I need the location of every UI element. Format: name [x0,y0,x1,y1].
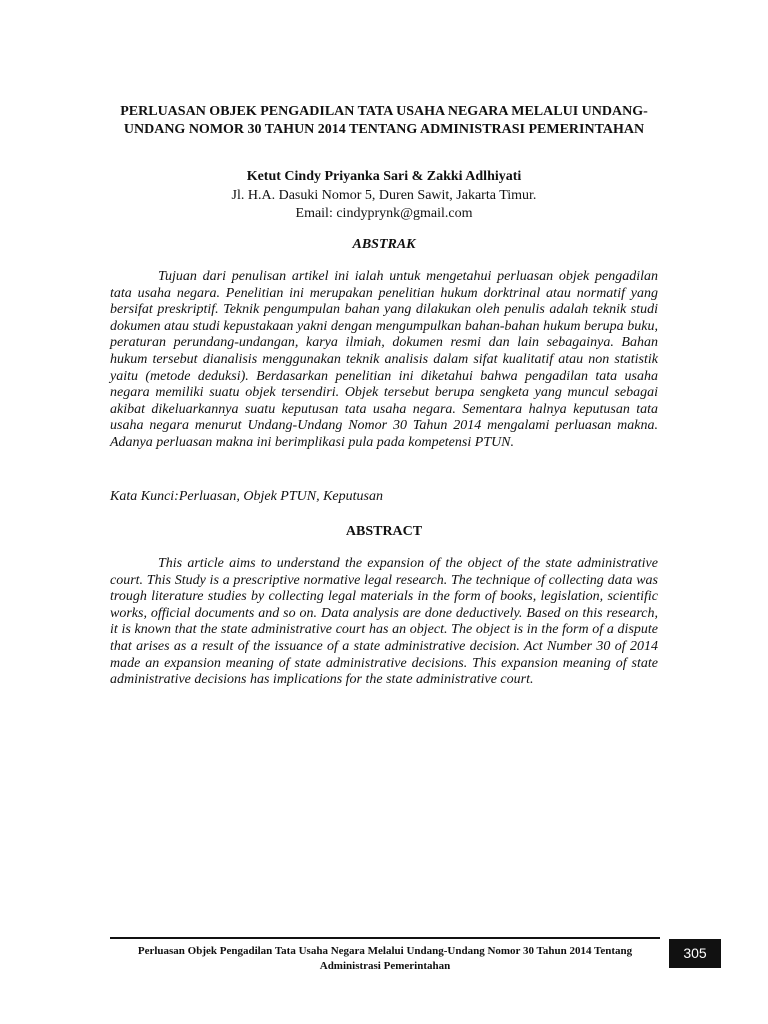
abstract-body: This article aims to understand the expansion of the object of the state administrative court. This Study is a prescriptive normative legal research. The technique of collecting data was trough literature studies by collecting legal materials in the form of books, legislation, scientific works, official documents and so on. Data analysis are done deductively. Based on this research, it is known that the state administrative court has an object. The object is in the form of a dispute that arises as a result of the issuance of a state administrative decision. Act Number 30 of 2014 made an expansion meaning of state administrative decisions. This expansion meaning of state administrative decisions has implications for the state administrative court. [110,556,658,688]
footer-divider [110,937,660,939]
abstrak-body: Tujuan dari penulisan artikel ini ialah untuk mengetahui perluasan objek pengadilan tata usaha negara. Penelitian ini merupakan penelitian hukum dorktrinal atau normatif yang bersifat preskriptif. Teknik pengumpulan bahan yang dilakukan oleh penulis adalah teknik studi dokumen atau studi kepustakaan yakni dengan mengumpulkan bahan-bahan hukum berupa buku, peraturan perundang-undangan, karya ilmiah, dokumen resmi dan lain sebagainya. Bahan hukum tersebut dianalisis menggunakan teknik analisis dalam sifat kualitatif atau non statistik yaitu (metode deduksi). Berdasarkan penelitian ini diketahui bahwa pengadilan tata usaha negara memiliki suatu objek tersendiri. Objek tersebut berupa sengketa yang muncul sebagai akibat dikeluarkannya suatu keputusan tata usaha negara. Sementara halnya keputusan tata usaha negara menurut Undang-Undang Nomor 30 Tahun 2014 mengalami perluasan makna. Adanya perluasan makna ini berimplikasi pula pada kompetensi PTUN. [110,269,658,450]
abstract-heading: ABSTRACT [345,524,423,539]
paper-authors: Ketut Cindy Priyanka Sari & Zakki Adlhiyati [246,169,522,184]
paper-title: PERLUASAN OBJEK PENGADILAN TATA USAHA NEGARA MELALUI UNDANG-UNDANG NOMOR 30 TAHUN 2014 TENTANG ADMINISTRASI PEMERINTAHAN [120,104,648,137]
keywords: Kata Kunci:Perluasan, Objek PTUN, Keputusan [110,489,383,504]
page-number: 305 [669,939,721,968]
footer-running-title: Perluasan Objek Pengadilan Tata Usaha Negara Melalui Undang-Undang Nomor 30 Tahun 2014 Tentang Administrasi Pemerintahan [137,945,633,972]
author-email: Email: cindyprynk@gmail.com [295,206,473,221]
author-address: Jl. H.A. Dasuki Nomor 5, Duren Sawit, Jakarta Timur. [231,188,537,203]
abstrak-heading: ABSTRAK [352,237,416,252]
